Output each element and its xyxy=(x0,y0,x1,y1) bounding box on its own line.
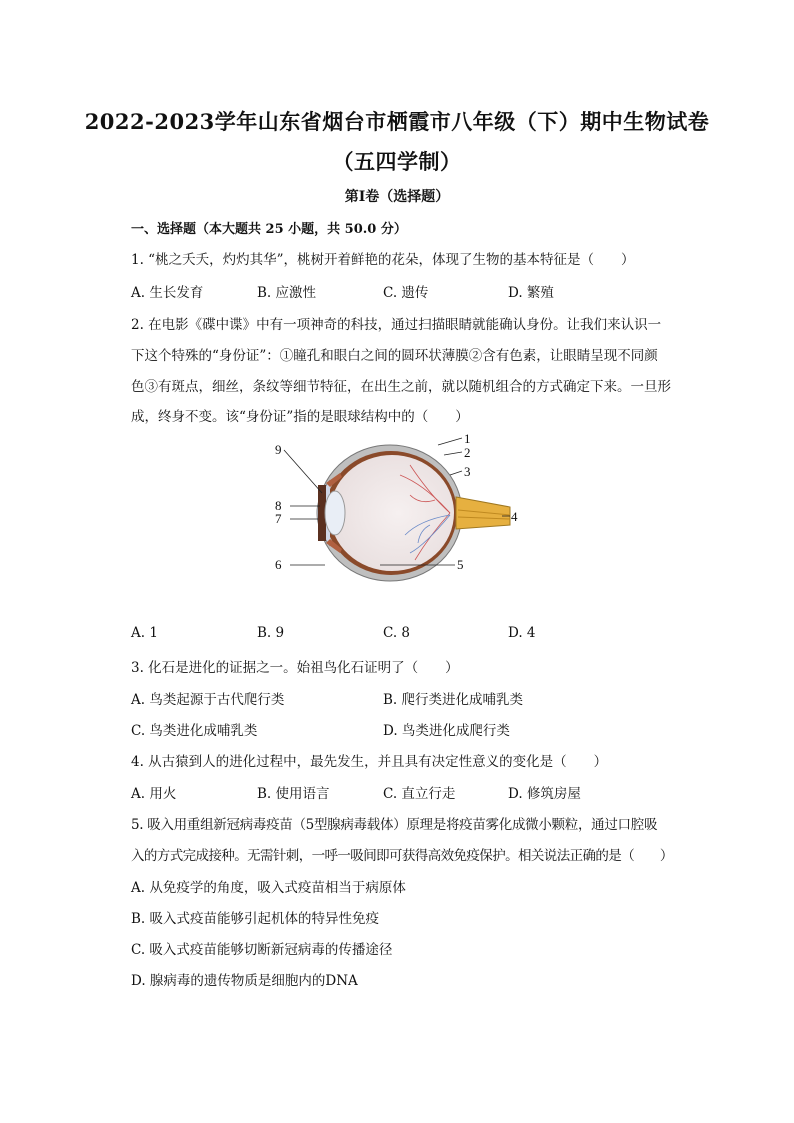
question-5-option-d[interactable]: D. 腺病毒的遗传物质是细胞内的DNA xyxy=(131,973,358,989)
question-2-option-c[interactable]: C. 8 xyxy=(383,625,411,641)
question-1-option-d[interactable]: D. 繁殖 xyxy=(508,285,554,301)
question-5-option-a[interactable]: A. 从免疫学的角度，吸入式疫苗相当于病原体 xyxy=(131,880,406,896)
question-1-option-b[interactable]: B. 应激性 xyxy=(257,285,317,301)
question-2-option-a[interactable]: A. 1 xyxy=(131,625,158,641)
question-5-option-c[interactable]: C. 吸入式疫苗能够切断新冠病毒的传播途径 xyxy=(131,942,393,958)
question-1-option-a[interactable]: A. 生长发育 xyxy=(131,285,204,301)
eye-lens xyxy=(325,491,345,535)
eye-label-1: 1 xyxy=(464,431,471,446)
eye-label-3: 3 xyxy=(464,464,471,479)
question-2-text-line-3: 色③有斑点，细丝，条纹等细节特征，在出生之前，就以随机组合的方式确定下来。一旦形 xyxy=(131,379,671,395)
question-4-text: 4. 从古猿到人的进化过程中，最先发生，并且具有决定性意义的变化是（ ） xyxy=(131,754,608,770)
eye-label-4: 4 xyxy=(511,509,518,524)
exam-title-subtitle: （五四学制） xyxy=(332,149,462,174)
eye-label-6: 6 xyxy=(275,557,282,572)
question-1-text: 1. “桃之夭夭，灼灼其华”，桃树开着鲜艳的花朵，体现了生物的基本特征是（ ） xyxy=(131,252,635,268)
question-4-option-b[interactable]: B. 使用语言 xyxy=(257,786,330,802)
question-2-text-line-4: 成，终身不变。该“身份证”指的是眼球结构中的（ ） xyxy=(131,409,469,425)
eye-label-8: 8 xyxy=(275,498,282,513)
question-3-option-c[interactable]: C. 鸟类进化成哺乳类 xyxy=(131,723,258,739)
eye-label-2: 2 xyxy=(464,445,471,460)
question-3-text: 3. 化石是进化的证据之一。始祖鸟化石证明了（ ） xyxy=(131,660,459,676)
question-2-option-d[interactable]: D. 4 xyxy=(508,625,536,641)
question-5-option-b[interactable]: B. 吸入式疫苗能够引起机体的特异性免疫 xyxy=(131,911,380,927)
exam-title: 2022-2023学年山东省烟台市栖霞市八年级（下）期中生物试卷 xyxy=(84,109,710,134)
question-5-text-line-2: 入的方式完成接种。无需针刺，一呼一吸间即可获得高效免疫保护。相关说法正确的是（ ） xyxy=(131,848,673,864)
eye-vitreous xyxy=(330,455,454,571)
eye-label-5: 5 xyxy=(457,557,464,572)
question-3-option-b[interactable]: B. 爬行类进化成哺乳类 xyxy=(383,692,524,708)
section-heading: 一、选择题（本大题共 25 小题，共 50.0 分） xyxy=(131,222,407,237)
eye-label-7: 7 xyxy=(275,511,282,526)
eye-label-9: 9 xyxy=(275,442,282,457)
eye-structure-diagram xyxy=(260,425,530,585)
question-3-option-d[interactable]: D. 鸟类进化成爬行类 xyxy=(383,723,510,739)
question-1-option-c[interactable]: C. 遗传 xyxy=(383,285,429,301)
question-4-option-d[interactable]: D. 修筑房屋 xyxy=(508,786,581,802)
question-4-option-c[interactable]: C. 直立行走 xyxy=(383,786,456,802)
eye-optic-nerve xyxy=(456,497,510,529)
question-2-option-b[interactable]: B. 9 xyxy=(257,625,285,641)
question-4-option-a[interactable]: A. 用火 xyxy=(131,786,177,802)
question-2-text-line-2: 下这个特殊的“身份证”：①瞳孔和眼白之间的圆环状薄膜②含有色素，让眼睛呈现不同颜 xyxy=(131,348,658,364)
question-2-text-line-1: 2. 在电影《碟中谍》中有一项神奇的科技，通过扫描眼睛就能确认身份。让我们来认识一 xyxy=(131,317,662,333)
question-3-option-a[interactable]: A. 鸟类起源于古代爬行类 xyxy=(131,692,285,708)
question-5-text-line-1: 5. 吸入用重组新冠病毒疫苗（5型腺病毒载体）原理是将疫苗雾化成微小颗粒，通过口腔吸 xyxy=(131,817,658,833)
volume-heading: 第I卷（选择题） xyxy=(344,189,450,205)
